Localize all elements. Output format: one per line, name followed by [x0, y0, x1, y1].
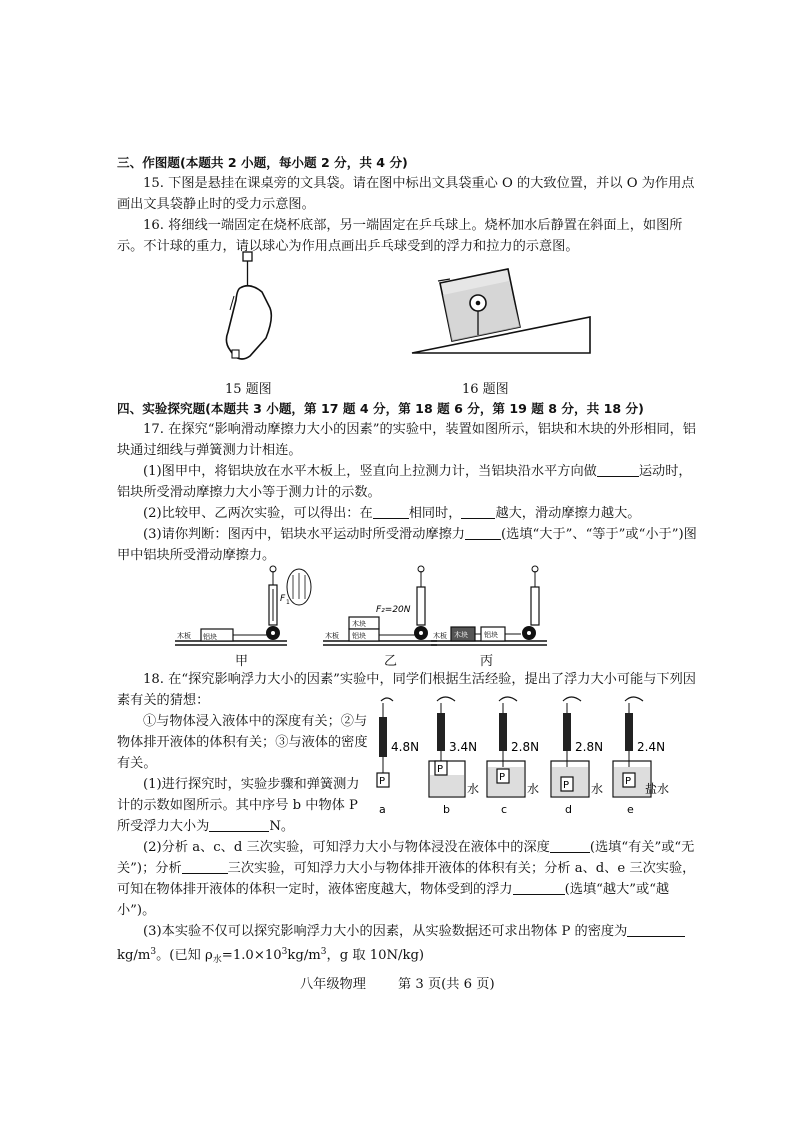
step-a — [377, 698, 419, 816]
step-c — [487, 697, 539, 816]
aluminum-label: 铝块 — [203, 633, 217, 641]
figure-17-label-jia: 甲 — [235, 654, 249, 669]
figure-17-label-yi: 乙 — [384, 654, 398, 669]
object-p: P — [379, 776, 386, 787]
question-17-part1: (1)图甲中，将铝块放在水平木板上，竖直向上拉测力计，当铝块沿水平方向做 运动时，铝块所受滑动摩擦力大小等于测力计的示数。 — [117, 464, 692, 500]
answer-blank[interactable] — [550, 838, 590, 853]
step-d — [551, 697, 603, 816]
setup-b — [323, 566, 437, 645]
force-f1-sub: 1 — [286, 599, 290, 606]
reading-c: 2.8N — [511, 740, 540, 754]
setup-c — [431, 566, 547, 645]
footer-subject: 八年级物理 — [300, 977, 366, 992]
figure-17-label-bing: 丙 — [480, 654, 494, 669]
answer-blank[interactable] — [182, 859, 228, 874]
answer-blank[interactable] — [465, 525, 501, 540]
label-a: a — [379, 803, 386, 816]
footer-page-number: 第 3 页(共 6 页) — [398, 977, 495, 992]
label-b: b — [443, 803, 450, 816]
question-17-part2: (2)比较甲、乙两次实验，可以得出：在 相同时， 越大，滑动摩擦力越大。 — [143, 506, 641, 521]
board-label: 木板 — [433, 632, 447, 640]
figure-15-caption: 15 题图 — [225, 382, 272, 397]
object-p: P — [563, 780, 570, 791]
label-e: e — [627, 803, 634, 816]
answer-blank[interactable] — [597, 462, 639, 477]
answer-blank[interactable] — [461, 504, 495, 519]
liquid-c: 水 — [527, 782, 540, 796]
wood-label: 木块 — [454, 631, 468, 639]
object-p: P — [437, 764, 444, 775]
section4-heading: 四、实验探究题(本题共 3 小题，第 17 题 4 分，第 18 题 6 分，第 19 题 8 分，共 18 分) — [117, 401, 644, 416]
answer-blank[interactable] — [513, 880, 565, 895]
question-16: 16. 将细线一端固定在烧杯底部，另一端固定在乒乓球上。烧杯加水后静置在斜面上，如图所示。不计球的重力，请以球心为作用点画出乒乓球受到的浮力和拉力的示意图。 — [117, 218, 683, 254]
figure-17-friction-setup — [175, 565, 655, 650]
board-label: 木板 — [325, 632, 339, 640]
force-f2: F₂=20N — [376, 605, 411, 615]
answer-blank[interactable] — [373, 504, 409, 519]
question-17-part3: (3)请你判断：图丙中，铝块水平运动时所受滑动摩擦力 (选填“大于”、“等于”或“小于”)图甲中铝块所受滑动摩擦力。 — [117, 527, 697, 563]
reading-b: 3.4N — [449, 740, 478, 754]
setup-a — [175, 566, 311, 645]
reading-e: 2.4N — [637, 740, 666, 754]
section3-heading: 三、作图题(本题共 2 小题，每小题 2 分，共 4 分) — [117, 155, 408, 170]
aluminum-label: 铝块 — [352, 632, 366, 640]
question-18-part3: (3)本实验不仅可以探究影响浮力大小的因素，从实验数据还可求出物体 P 的密度为$kg/m^3$。(已知 $\rho_水=1.0\times 10^3kg/m^3$，g 取 10N/kg) — [117, 921, 697, 971]
label-d: d — [565, 803, 572, 816]
step-b — [429, 697, 479, 816]
liquid-d: 水 — [591, 782, 604, 796]
reading-a: 4.8N — [391, 740, 420, 754]
liquid-e: 盐水 — [645, 782, 670, 796]
figure-15-stationery-bag — [210, 250, 310, 370]
answer-blank[interactable] — [627, 922, 685, 937]
force-f1: F — [280, 594, 286, 604]
question-18-intro: 18. 在“探究影响浮力大小的因素”实验中，同学们根据生活经验，提出了浮力大小可能与下列因素有关的猜想： — [117, 672, 696, 708]
reading-d: 2.8N — [575, 740, 604, 754]
object-p: P — [499, 772, 506, 783]
question-17-intro: 17. 在探究“影响滑动摩擦力大小的因素”的实验中，装置如图所示，铝块和木块的外形相同，铝块通过细线与弹簧测力计相连。 — [117, 422, 696, 458]
question-18-hypotheses: ①与物体浸入液体中的深度有关；②与物体排开液体的体积有关；③与液体的密度有关。 — [117, 714, 368, 771]
label-c: c — [501, 803, 508, 816]
figure-16-caption: 16 题图 — [462, 382, 509, 397]
board-label: 木板 — [177, 632, 191, 640]
question-18-part1: (1)进行探究时，实验步骤和弹簧测力计的示数如图所示。其中序号 b 中物体 P 所受浮力大小为 N。 — [117, 777, 360, 834]
figure-18-buoyancy-setup — [375, 695, 675, 820]
answer-blank[interactable] — [209, 817, 269, 832]
aluminum-label: 铝块 — [484, 631, 498, 639]
wood-label: 木块 — [352, 620, 366, 628]
liquid-b: 水 — [467, 782, 480, 796]
question-18-part2: (2)分析 a、c、d 三次实验，可知浮力大小与物体浸没在液体中的深度 (选填“有关”或“无关”)；分析 三次实验，可知浮力大小与物体排开液体的体积有关；分析 a、d、e 三次实验，可知在物体排开液体的体积一定时，液体密度越大，物体受到的浮力 (选填“越大”或“越小”)。 — [117, 840, 696, 918]
figure-16-beaker-incline — [410, 265, 600, 360]
object-p: P — [625, 776, 632, 787]
question-15: 15. 下图是悬挂在课桌旁的文具袋。请在图中标出文具袋重心 O 的大致位置，并以 O 为作用点画出文具袋静止时的受力示意图。 — [117, 176, 695, 212]
step-e — [613, 697, 669, 816]
